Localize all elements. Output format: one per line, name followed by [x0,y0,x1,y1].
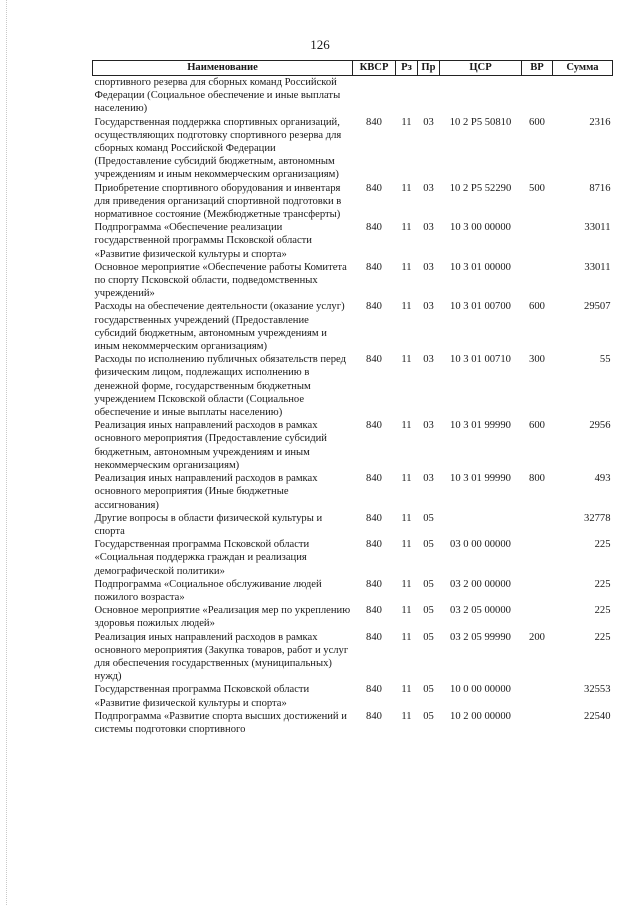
cell-pr: 03 [423,301,434,313]
cell-csr: 03 0 00 00000 [450,539,511,551]
cell-rz: 11 [401,301,412,313]
header-rz: Рз [396,61,418,76]
cell-kvsr: 840 [366,578,382,590]
cell-csr [440,512,522,538]
cell-pr [418,76,440,116]
cell-name: Государственная поддержка спортивных организаций, осуществляющих подготовку спортивного резерва для сборных команд Российской Федерации (Предоставление субсидий бюджетным, автономным учреждениям и иным некоммерческим организациям) [94,116,342,181]
cell-kvsr: 840 [366,473,382,485]
header-kvsr: КВСР [353,61,396,76]
cell-kvsr: 840 [366,539,382,551]
cell-name: Подпрограмма «Социальное обслуживание людей пожилого возраста» [94,578,322,603]
cell-sum: 8716 [589,182,611,194]
cell-name: Подпрограмма «Обеспечение реализации государственной программы Псковской области «Развитие физической культуры и спорта» [94,222,312,260]
cell-csr: 10 3 01 00000 [450,261,511,273]
header-name: Наименование [93,61,353,76]
cell-csr: 10 0 00 00000 [450,684,511,696]
cell-rz: 11 [401,354,412,366]
table-row [93,512,613,538]
table-row [93,76,613,116]
budget-table [92,60,613,736]
cell-rz: 11 [401,539,412,551]
cell-name: Подпрограмма «Развитие спорта высших достижений и системы подготовки спортивного [94,710,347,735]
cell-kvsr [353,76,396,116]
cell-name: Основное мероприятие «Обеспечение работы Комитета по спорту Псковской области, подведомственных учреждений» [94,261,347,300]
cell-name: Государственная программа Псковской области «Социальная поддержка граждан и реализация демографической политики» [94,539,310,577]
table-row [93,116,613,182]
cell-kvsr: 840 [366,182,382,194]
cell-sum: 225 [594,539,611,551]
cell-vr [522,512,553,538]
cell-sum: 29507 [584,301,611,313]
cell-csr: 03 2 05 00000 [450,605,511,617]
cell-csr: 10 3 01 99990 [450,473,511,485]
cell-pr: 03 [423,116,434,128]
cell-kvsr: 840 [366,684,382,696]
cell-sum: 32553 [584,684,611,696]
cell-rz: 11 [401,631,412,643]
cell-pr: 05 [423,684,434,696]
cell-csr: 10 2 P5 50810 [449,116,512,128]
cell-csr: 10 3 01 00710 [450,354,511,366]
cell-kvsr: 840 [366,222,382,234]
cell-kvsr: 840 [366,116,382,128]
table-row [93,419,613,472]
cell-pr: 05 [423,578,434,590]
cell-sum: 225 [594,578,611,590]
cell-vr: 600 [529,420,545,432]
table-row [93,604,613,630]
table-row [93,472,613,512]
cell-vr [522,76,553,116]
cell-rz: 11 [401,420,412,432]
cell-vr: 800 [529,473,545,485]
cell-csr [440,76,522,116]
table-body [93,76,613,737]
cell-pr: 05 [423,605,434,617]
cell-name: Государственная программа Псковской области «Развитие физической культуры и спорта» [94,684,310,709]
cell-name: Расходы по исполнению публичных обязательств перед физическим лицом, подлежащих исполнению в денежной форме, государственным бюджетным учреждением Псковской области (Социальное обеспечение и иные выплаты населению) [94,354,346,419]
header-pr: Пр [418,61,440,76]
header-csr: ЦСР [440,61,522,76]
cell-rz: 11 [401,116,412,128]
cell-pr: 05 [423,539,434,551]
cell-vr: 600 [529,301,545,313]
cell-pr: 03 [423,354,434,366]
cell-name: Реализация иных направлений расходов в рамках основного мероприятия (Закупка товаров, работ и услуг для обеспечения государственных (муниципальных) нужд) [94,631,349,683]
cell-rz: 11 [401,684,412,696]
cell-kvsr: 840 [366,301,382,313]
cell-kvsr: 840 [366,512,382,524]
cell-kvsr: 840 [366,354,382,366]
cell-sum [553,76,613,116]
cell-sum: 22540 [584,710,611,722]
cell-sum: 2316 [589,116,611,128]
cell-name: Реализация иных направлений расходов в рамках основного мероприятия (Предоставление субсидий бюджетным, автономным учреждениям и иным некоммерческим организациям) [94,420,327,471]
table-row [93,261,613,301]
cell-pr: 05 [423,512,434,524]
cell-vr [522,538,553,578]
page-number: 126 [310,37,330,52]
cell-pr: 03 [423,182,434,194]
cell-kvsr: 840 [366,710,382,722]
cell-csr: 10 3 00 00000 [450,222,511,234]
cell-sum: 225 [594,631,611,643]
cell-rz: 11 [401,578,412,590]
cell-csr: 03 2 05 99990 [450,631,511,643]
cell-vr: 500 [529,182,545,194]
cell-csr: 10 2 00 00000 [450,710,511,722]
table-row [93,353,613,419]
table-row [93,631,613,684]
cell-rz: 11 [401,605,412,617]
cell-vr: 200 [529,631,545,643]
cell-sum: 2956 [589,420,611,432]
cell-sum: 225 [594,605,611,617]
cell-csr: 03 2 00 00000 [450,578,511,590]
cell-csr: 10 3 01 00700 [450,301,511,313]
cell-sum: 33011 [584,222,611,234]
cell-kvsr: 840 [366,631,382,643]
scan-edge [6,0,8,905]
cell-kvsr: 840 [366,420,382,432]
cell-vr [522,221,553,261]
cell-csr: 10 2 P5 52290 [449,182,512,194]
cell-rz: 11 [401,512,412,524]
cell-vr: 600 [529,116,545,128]
cell-vr [522,683,553,709]
cell-kvsr: 840 [366,261,382,273]
cell-rz [396,76,418,116]
cell-rz: 11 [401,261,412,273]
cell-name: Приобретение спортивного оборудования и инвентаря для приведения организаций спортивной подготовки в нормативное состояние (Межбюджетные трансферты) [94,182,342,221]
cell-rz: 11 [401,222,412,234]
cell-name: Реализация иных направлений расходов в рамках основного мероприятия (Иные бюджетные ассигнования) [94,473,318,511]
cell-sum: 32778 [584,512,611,524]
table-row [93,300,613,353]
cell-pr: 05 [423,631,434,643]
cell-rz: 11 [401,182,412,194]
cell-vr: 300 [529,354,545,366]
cell-kvsr: 840 [366,605,382,617]
cell-rz: 11 [401,473,412,485]
cell-rz: 11 [401,710,412,722]
table-row [93,221,613,261]
table-row [93,538,613,578]
cell-name: Основное мероприятие «Реализация мер по укреплению здоровья пожилых людей» [94,605,351,630]
cell-pr: 03 [423,222,434,234]
table-row [93,578,613,604]
cell-pr: 03 [423,420,434,432]
cell-name: Другие вопросы в области физической культуры и спорта [94,512,323,537]
header-sum: Сумма [553,61,613,76]
cell-vr [522,710,553,736]
cell-vr [522,261,553,301]
cell-pr: 05 [423,710,434,722]
cell-csr: 10 3 01 99990 [450,420,511,432]
cell-sum: 55 [599,354,611,366]
table-row [93,710,613,736]
header-vr: ВР [522,61,553,76]
cell-pr: 03 [423,261,434,273]
cell-pr: 03 [423,473,434,485]
table-row [93,683,613,709]
table-row [93,182,613,222]
cell-name: спортивного резерва для сборных команд Российской Федерации (Социальное обеспечение и иные выплаты населению) [94,77,341,115]
cell-vr [522,604,553,630]
table-header-row [93,61,613,76]
cell-vr [522,578,553,604]
cell-name: Расходы на обеспечение деятельности (оказание услуг) государственных учреждений (Предоставление субсидий бюджетным, автономным учреждениям и иным некоммерческим организациям) [94,301,345,353]
cell-sum: 493 [594,473,611,485]
cell-sum: 33011 [584,261,611,273]
